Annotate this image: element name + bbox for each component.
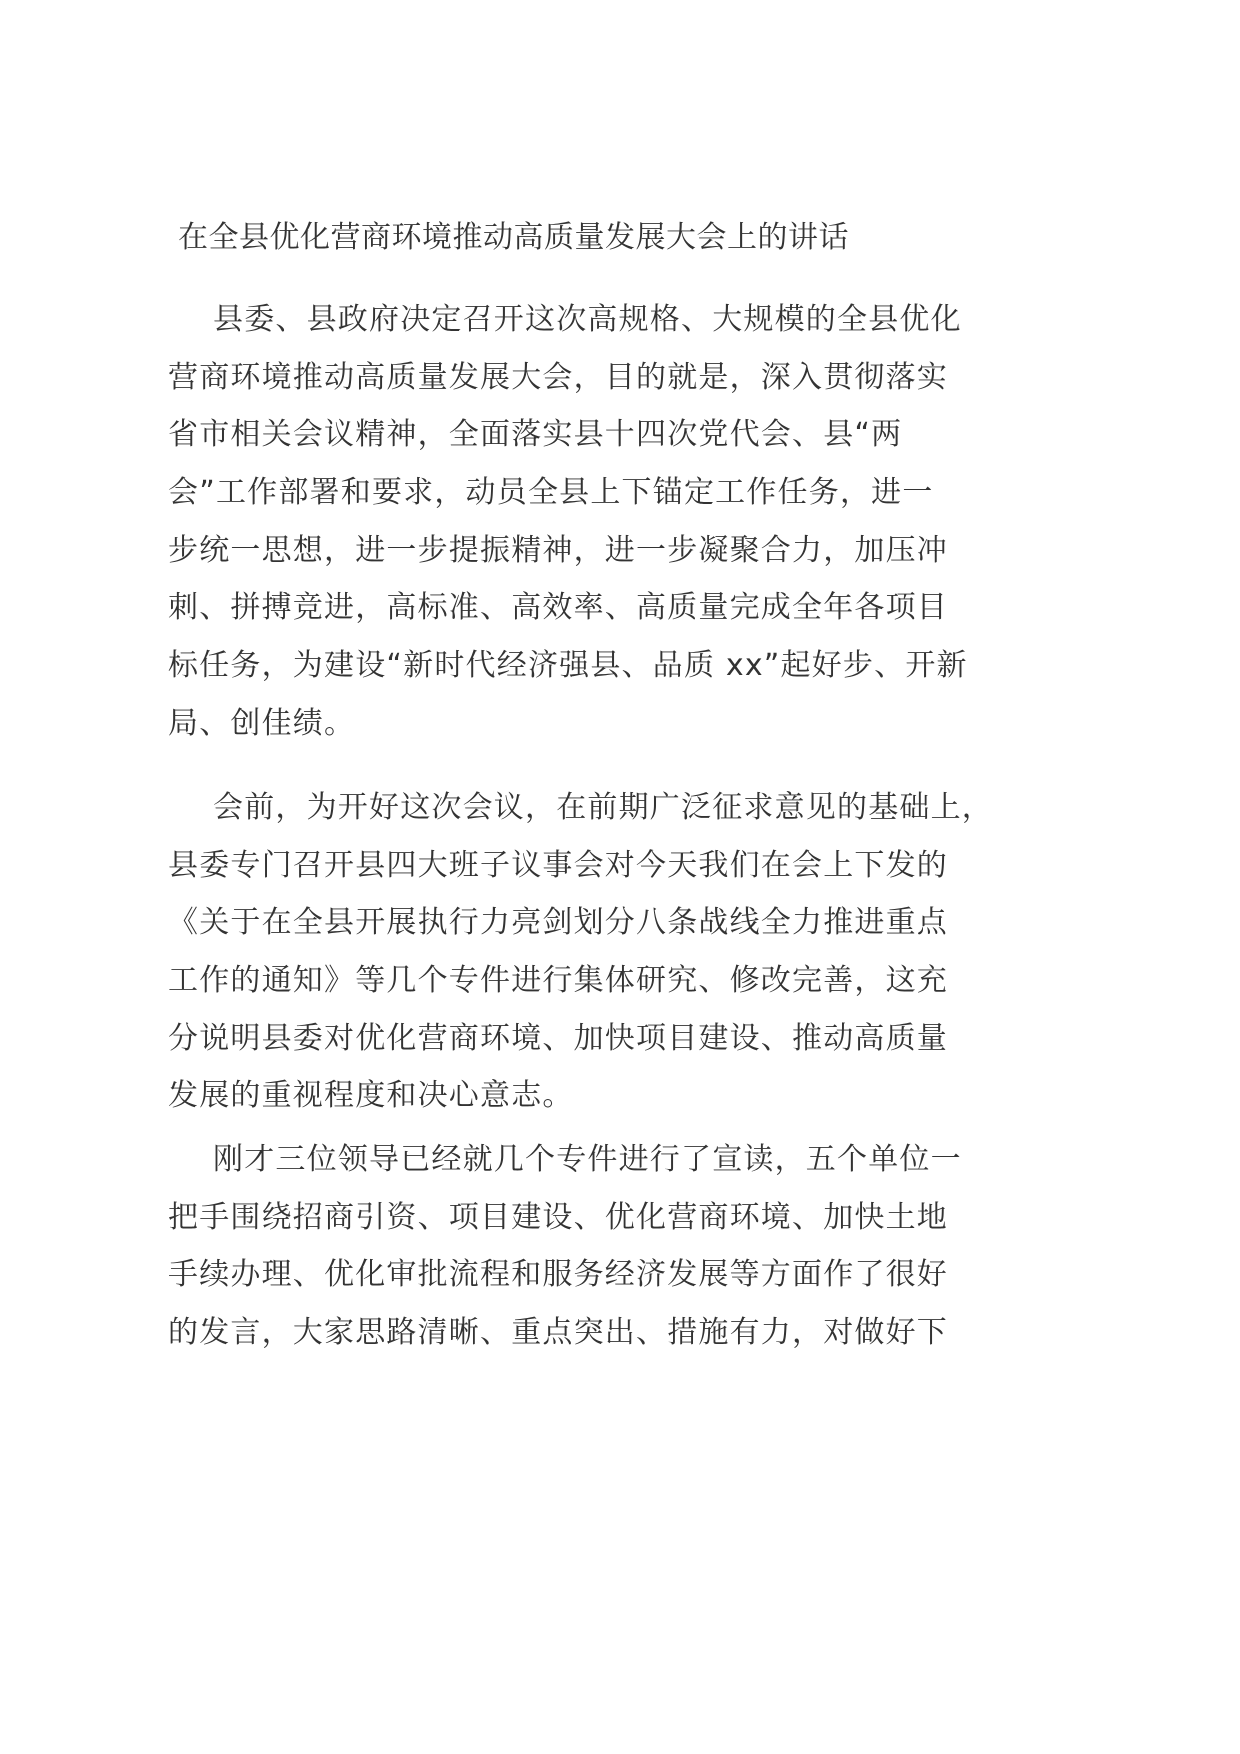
text-line: 刺、拼搏竞进，高标准、高效率、高质量完成全年各项目: [168, 590, 948, 626]
text-line: 《关于在全县开展执行力亮剑划分八条战线全力推进重点: [168, 905, 948, 941]
paragraph-1: [168, 291, 968, 753]
text-line: 手续办理、优化审批流程和服务经济发展等方面作了很好: [168, 1257, 948, 1293]
text-line: 的发言，大家思路清晰、重点突出、措施有力，对做好下: [168, 1315, 948, 1351]
text-line: 把手围绕招商引资、项目建设、优化营商环境、加快土地: [168, 1199, 948, 1235]
text-line: 县委、县政府决定召开这次高规格、大规模的全县优化: [213, 302, 962, 337]
text-line: 省市相关会议精神，全面落实县十四次党代会、县“两: [168, 417, 903, 453]
paragraph-2: [168, 779, 993, 1125]
text-line: 发展的重视程度和决心意志。: [168, 1078, 574, 1114]
text-line: 标任务，为建设“新时代经济强县、品质 xx”起好步、开新: [168, 648, 968, 684]
text-line: 会”工作部署和要求，动员全县上下锚定工作任务，进一: [168, 475, 934, 511]
text-line: 局、创佳绩。: [168, 705, 356, 741]
document-title: 在全县优化营商环境推动高质量发展大会上的讲话: [178, 220, 849, 255]
paragraph-3: [168, 1131, 968, 1362]
text-line: 刚才三位领导已经就几个专件进行了宣读，五个单位一: [213, 1142, 962, 1177]
text-line: 工作的通知》等几个专件进行集体研究、修改完善，这充: [168, 963, 948, 999]
text-line: 步统一思想，进一步提振精神，进一步凝聚合力，加压冲: [168, 532, 948, 568]
text-line: 营商环境推动高质量发展大会，目的就是，深入贯彻落实: [168, 359, 948, 395]
text-line: 会前，为开好这次会议，在前期广泛征求意见的基础上，: [213, 790, 993, 825]
text-line: 县委专门召开县四大班子议事会对今天我们在会上下发的: [168, 847, 948, 883]
text-line: 分说明县委对优化营商环境、加快项目建设、推动高质量: [168, 1020, 948, 1056]
